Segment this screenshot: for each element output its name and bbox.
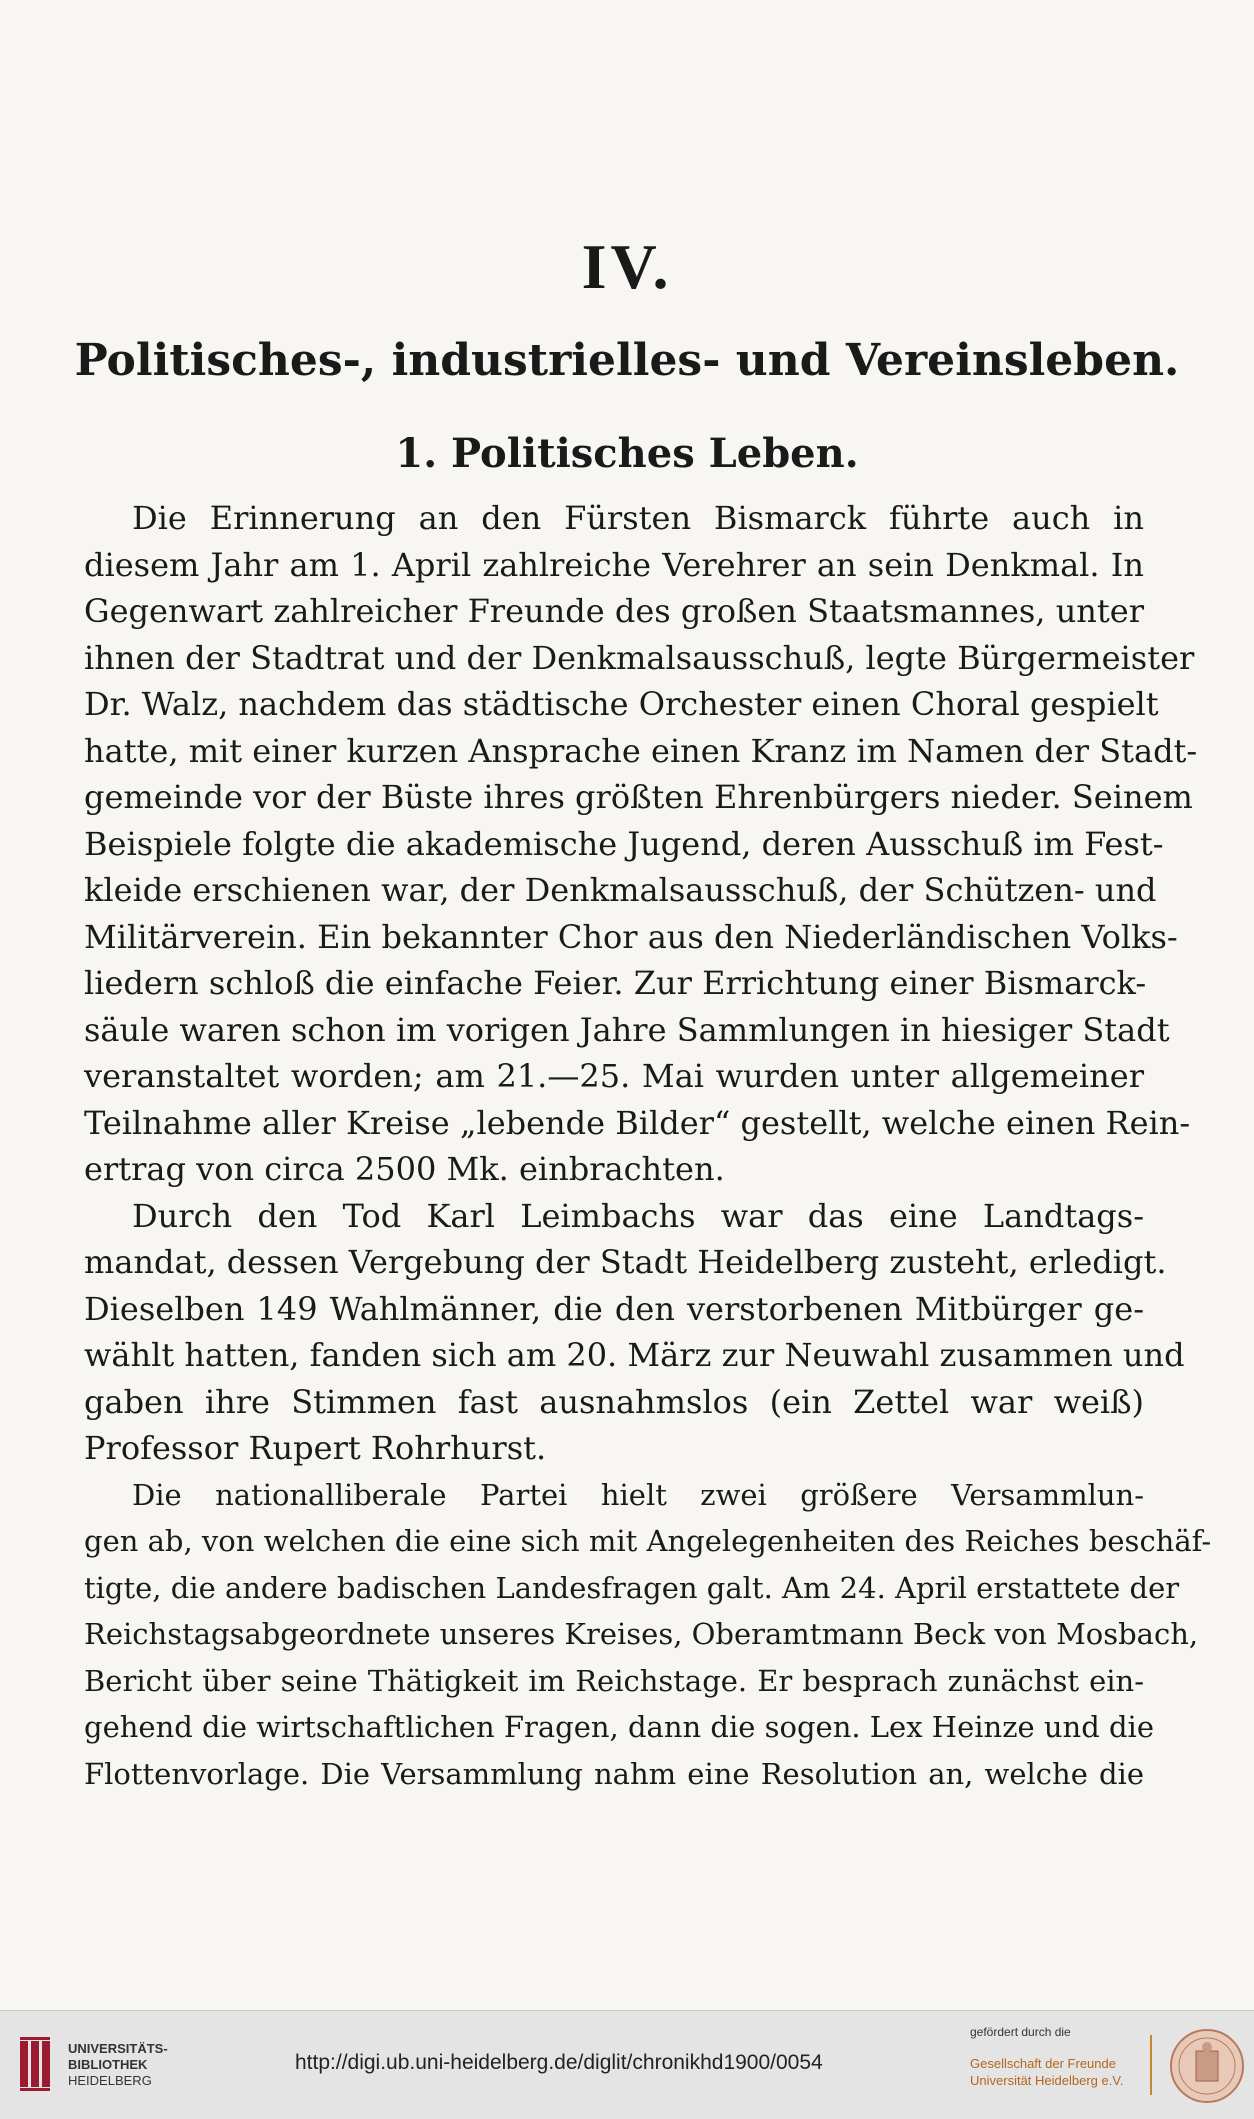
society-name-line: Gesellschaft der Freunde [970, 2056, 1116, 2071]
text-line: Flottenvorlage. Die Versammlung nahm eine Resolution an, welche die [84, 1756, 1144, 1791]
text-line: Teilnahme aller Kreise „lebende Bilder“ gestellt, welche einen Rein- [84, 1103, 1191, 1142]
text-line: diesem Jahr am 1. April zahlreiche Verehrer an sein Denkmal. In [84, 545, 1144, 584]
text-line: Durch den Tod Karl Leimbachs war das eine Landtags- [132, 1196, 1144, 1235]
text-line: gaben ihre Stimmen fast ausnahmslos (ein Zettel war weiß) [84, 1382, 1144, 1421]
text-line: gen ab, von welchen die eine sich mit Angelegenheiten des Reiches beschäf- [84, 1524, 1212, 1558]
paragraph-2 [84, 1193, 1185, 1472]
society-name-line: Universität Heidelberg e.V. [970, 2073, 1124, 2088]
text-line: Professor Rupert Rohrhurst. [84, 1429, 547, 1467]
text-line: ihnen der Stadtrat und der Denkmalsausschuß, legte Bürgermeister [84, 638, 1195, 677]
text-line: säule waren schon im vorigen Jahre Sammlungen in hiesiger Stadt [84, 1010, 1170, 1049]
text-line: Gegenwart zahlreicher Freunde des großen Staatsmannes, unter [84, 592, 1144, 630]
chapter-numeral: IV. [581, 231, 673, 302]
section-title: 1. Politisches Leben. [395, 430, 859, 477]
text-line: tigte, die andere badischen Landesfragen galt. Am 24. April erstattete der [84, 1570, 1180, 1605]
library-logo-icon [18, 2035, 60, 2093]
text-line: Dieselben 149 Wahlmänner, die den verstorbenen Mitbürger ge- [84, 1289, 1144, 1328]
text-line: Dr. Walz, nachdem das städtische Orchester einen Choral gespielt [84, 685, 1159, 723]
text-line: hatte, mit einer kurzen Ansprache einen Kranz im Namen der Stadt- [84, 731, 1198, 770]
library-name-line: UNIVERSITÄTS- [68, 2041, 168, 2056]
footer-bar [0, 2010, 1254, 2119]
text-line: Die Erinnerung an den Fürsten Bismarck führte auch in [132, 499, 1144, 537]
footer-divider [1150, 2035, 1152, 2095]
library-name [68, 2041, 168, 2089]
source-url-link[interactable]: http://digi.ub.uni-heidelberg.de/diglit/chronikhd1900/0054 [295, 2051, 823, 2074]
body-text [84, 495, 1212, 1797]
library-name-line: HEIDELBERG [68, 2073, 152, 2088]
text-line: gemeinde vor der Büste ihres größten Ehrenbürgers nieder. Seinem [84, 778, 1193, 816]
text-line: kleide erschienen war, der Denkmalsausschuß, der Schützen- und [84, 871, 1157, 909]
chapter-title: Politisches-, industrielles- und Vereinsleben. [74, 335, 1180, 386]
text-line: veranstaltet worden; am 21.—25. Mai wurden unter allgemeiner [84, 1057, 1144, 1095]
library-name-line: BIBLIOTHEK [68, 2057, 148, 2072]
society-name [970, 2055, 1123, 2089]
text-line: ertrag von circa 2500 Mk. einbrachten. [84, 1150, 725, 1188]
text-line: Die nationalliberale Partei hielt zwei größere Versammlun- [132, 1477, 1144, 1512]
paragraph-3 [84, 1472, 1212, 1798]
text-line: wählt hatten, fanden sich am 20. März zur Neuwahl zusammen und [84, 1336, 1185, 1374]
text-line: gehend die wirtschaftlichen Fragen, dann die sogen. Lex Heinze und die [84, 1710, 1154, 1744]
text-line: Reichstagsabgeordnete unseres Kreises, Oberamtmann Beck von Mosbach, [84, 1617, 1199, 1651]
text-line: mandat, dessen Vergebung der Stadt Heidelberg zusteht, erledigt. [84, 1243, 1167, 1281]
text-line: liedern schloß die einfache Feier. Zur Errichtung einer Bismarck- [84, 964, 1147, 1002]
text-line: Militärverein. Ein bekannter Chor aus den Niederländischen Volks- [84, 917, 1178, 956]
text-line: Beispiele folgte die akademische Jugend, deren Ausschuß im Fest- [84, 824, 1164, 863]
supported-by-label: gefördert durch die [970, 2025, 1071, 2039]
university-seal-icon [1168, 2025, 1246, 2107]
text-line: Bericht über seine Thätigkeit im Reichstage. Er besprach zunächst ein- [84, 1663, 1144, 1698]
paragraph-1 [84, 495, 1198, 1193]
